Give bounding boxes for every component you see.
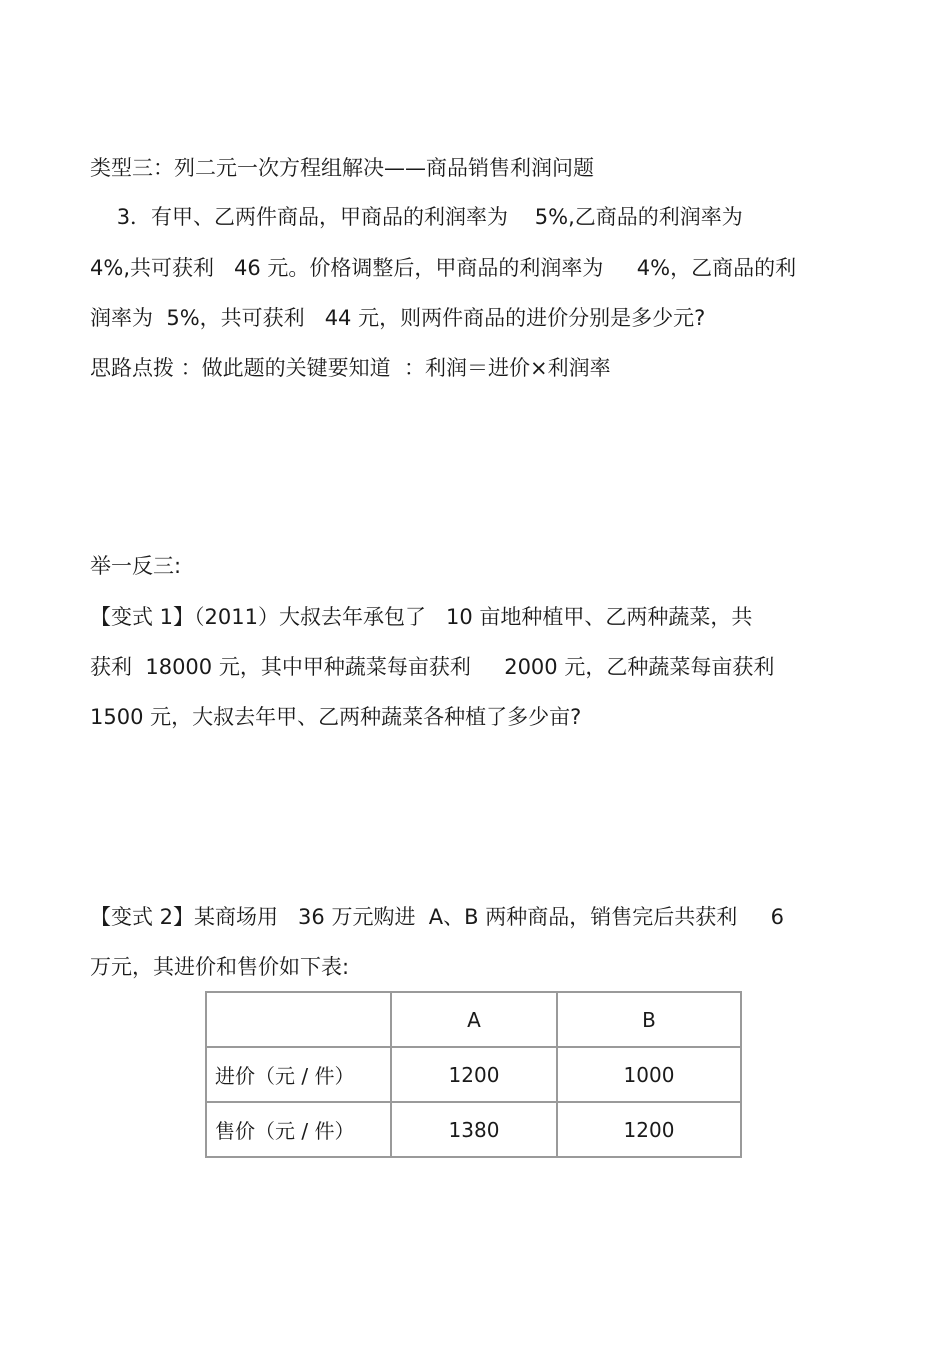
practice-heading: 举一反三: bbox=[90, 554, 182, 578]
table-cell: 1200 bbox=[391, 1047, 557, 1102]
table-row bbox=[206, 1047, 741, 1102]
section-title: 类型三：列二元一次方程组解决——商品销售利润问题 bbox=[90, 156, 594, 180]
price-table bbox=[205, 991, 742, 1158]
problem-3-line: 润率为 5%，共可获利 44 元，则两件商品的进价分别是多少元? bbox=[90, 306, 706, 330]
table-cell: 1200 bbox=[557, 1102, 741, 1157]
variant-1-line: 1500 元，大叔去年甲、乙两种蔬菜各种植了多少亩? bbox=[90, 705, 582, 729]
variant-1-line: 【变式 1】（2011）大叔去年承包了 10 亩地种植甲、乙两种蔬菜，共 bbox=[90, 605, 753, 629]
variant-2-line: 【变式 2】某商场用 36 万元购进 A、B 两种商品，销售完后共获利 6 bbox=[90, 905, 784, 929]
table-header-cell: A bbox=[391, 992, 557, 1047]
problem-3-line: 4%,共可获利 46 元。价格调整后，甲商品的利润率为 4%，乙商品的利 bbox=[90, 256, 797, 280]
table-row-label: 售价（元 / 件） bbox=[206, 1102, 391, 1157]
table-header-cell bbox=[206, 992, 391, 1047]
table-cell: 1000 bbox=[557, 1047, 741, 1102]
table-header-row bbox=[206, 992, 741, 1047]
table-header-cell: B bbox=[557, 992, 741, 1047]
variant-1-line: 获利 18000 元，其中甲种蔬菜每亩获利 2000 元，乙种蔬菜每亩获利 bbox=[90, 655, 775, 679]
table-row-label: 进价（元 / 件） bbox=[206, 1047, 391, 1102]
problem-3-line: 3．有甲、乙两件商品，甲商品的利润率为 5%,乙商品的利润率为 bbox=[90, 205, 743, 229]
table-row bbox=[206, 1102, 741, 1157]
hint-text: 思路点拨 ：做此题的关键要知道 ：利润＝进价×利润率 bbox=[90, 356, 611, 380]
variant-2-line: 万元，其进价和售价如下表: bbox=[90, 955, 350, 979]
table-cell: 1380 bbox=[391, 1102, 557, 1157]
